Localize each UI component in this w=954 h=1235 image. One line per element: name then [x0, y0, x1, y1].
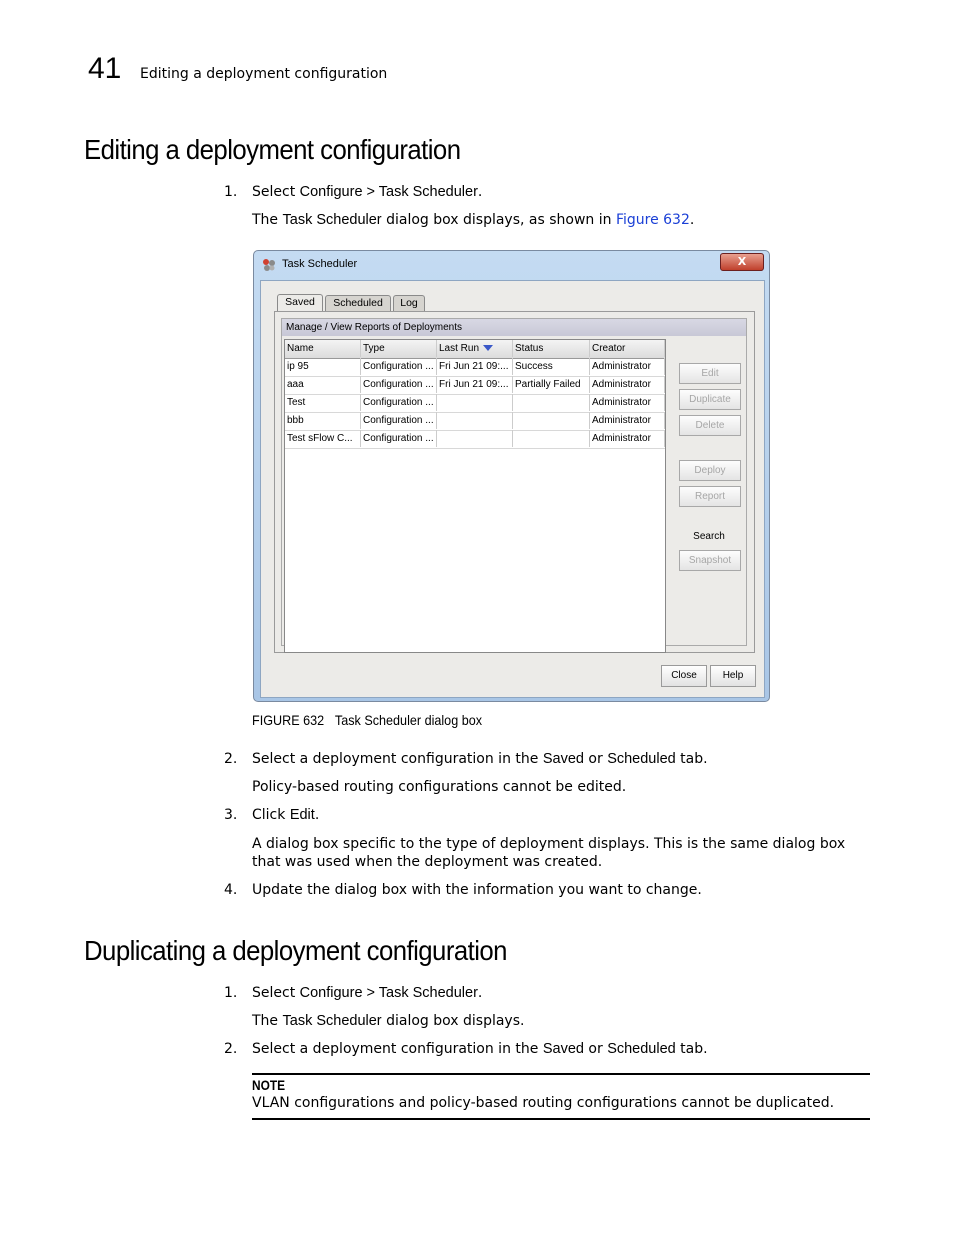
figure-caption	[252, 712, 482, 728]
close-button[interactable]: Close	[661, 665, 707, 687]
figure-label: FIGURE 632	[252, 712, 325, 728]
chapter-number: 41	[88, 52, 122, 85]
edit-button[interactable]: Edit	[679, 363, 741, 384]
step-number: 1.	[224, 985, 238, 1001]
deployments-table	[284, 339, 666, 653]
cell-creator: Administrator	[590, 430, 665, 447]
help-button[interactable]: Help	[710, 665, 756, 687]
column-header-name[interactable]: Name	[285, 340, 361, 357]
step-text-end: .	[477, 184, 483, 200]
tab-name-saved: Saved	[542, 751, 584, 767]
cell-name: ip 95	[285, 358, 361, 375]
cell-status	[513, 412, 590, 429]
para-text: The	[252, 212, 283, 228]
tab-name-scheduled: Scheduled	[607, 751, 676, 767]
table-row[interactable]	[285, 412, 665, 431]
cell-status: Partially Failed	[513, 376, 590, 393]
tab-scheduled[interactable]: Scheduled	[325, 295, 391, 311]
cell-type: Configuration ...	[361, 376, 437, 393]
search-label: Search	[693, 531, 725, 542]
running-header-title: Editing a deployment configuration	[140, 66, 388, 82]
report-button[interactable]: Report	[679, 486, 741, 507]
step-2-description: Policy-based routing configurations cannot be edited.	[252, 779, 627, 795]
step-text-end: .	[314, 807, 320, 823]
cell-creator: Administrator	[590, 358, 665, 375]
menu-path: Configure > Task Scheduler	[299, 184, 478, 200]
step-text-end: .	[477, 985, 483, 1001]
cell-last-run	[437, 412, 513, 429]
cell-creator: Administrator	[590, 394, 665, 411]
figure-link[interactable]: Figure 632	[615, 212, 690, 228]
tab-log[interactable]: Log	[393, 295, 425, 311]
note-bottom-rule	[252, 1118, 870, 1120]
step-3-description: A dialog box specific to the type of deployment displays. This is the same dialog box that was used when the deployment was created.	[252, 836, 846, 870]
table-row[interactable]	[285, 430, 665, 449]
note-text: VLAN configurations and policy-based routing configurations cannot be duplicated.	[252, 1095, 835, 1111]
cell-status	[513, 430, 590, 447]
dialog-name: Task Scheduler	[282, 1013, 382, 1029]
section-heading-editing: Editing a deployment configuration	[84, 134, 461, 165]
figure-caption-text: Task Scheduler dialog box	[334, 712, 483, 728]
step-text-end: tab.	[675, 751, 708, 767]
dialog-body	[260, 280, 765, 698]
para-text-mid: dialog box displays, as shown in	[381, 212, 616, 228]
cell-type: Configuration ...	[361, 430, 437, 447]
step-text: Select	[252, 184, 300, 200]
menu-path: Configure > Task Scheduler	[299, 985, 478, 1001]
step-2	[224, 750, 708, 768]
column-header-creator[interactable]: Creator	[590, 340, 665, 357]
para-text: The	[252, 1013, 283, 1029]
step-1-description	[252, 211, 694, 229]
column-header-last-run-label: Last Run	[439, 343, 480, 354]
table-row[interactable]	[285, 376, 665, 395]
dialog-name: Task Scheduler	[282, 212, 382, 228]
step-3	[224, 806, 320, 824]
step-text-mid: or	[583, 751, 608, 767]
cell-name: Test sFlow C...	[285, 430, 361, 447]
step-text: Select a deployment configuration in the	[252, 751, 543, 767]
task-scheduler-dialog	[253, 250, 770, 702]
para-text-end: .	[689, 212, 695, 228]
step-2	[224, 1040, 708, 1058]
group-title-text: Manage / View Reports of Deployments	[286, 322, 463, 333]
cell-last-run: Fri Jun 21 09:...	[437, 358, 513, 375]
deployments-group	[281, 318, 747, 646]
delete-button[interactable]: Delete	[679, 415, 741, 436]
cell-last-run	[437, 394, 513, 411]
column-header-last-run[interactable]	[437, 340, 513, 357]
cell-creator: Administrator	[590, 376, 665, 393]
button-name-edit: Edit	[289, 807, 315, 823]
step-number: 2.	[224, 751, 238, 767]
tab-name-scheduled: Scheduled	[607, 1041, 676, 1057]
tab-name-saved: Saved	[542, 1041, 584, 1057]
task-scheduler-icon	[262, 258, 276, 272]
close-icon[interactable]: X	[720, 253, 764, 271]
note-top-rule	[252, 1073, 870, 1075]
section-heading-duplicating: Duplicating a deployment configuration	[84, 935, 507, 966]
duplicate-button[interactable]: Duplicate	[679, 389, 741, 410]
column-header-type[interactable]: Type	[361, 340, 437, 357]
step-text-mid: or	[583, 1041, 608, 1057]
table-header	[285, 340, 665, 359]
table-row[interactable]	[285, 358, 665, 377]
step-number: 3.	[224, 807, 238, 823]
step-text: Update the dialog box with the information you want to change.	[252, 882, 702, 898]
step-text: Click	[252, 807, 290, 823]
step-number: 4.	[224, 882, 238, 898]
step-4	[224, 881, 702, 899]
para-text-end: dialog box displays.	[381, 1013, 525, 1029]
step-1	[224, 183, 483, 201]
table-row[interactable]	[285, 394, 665, 413]
dialog-title: Task Scheduler	[282, 258, 358, 270]
cell-name: Test	[285, 394, 361, 411]
cell-name: aaa	[285, 376, 361, 393]
cell-type: Configuration ...	[361, 358, 437, 375]
group-title	[282, 319, 746, 336]
cell-creator: Administrator	[590, 412, 665, 429]
cell-last-run: Fri Jun 21 09:...	[437, 376, 513, 393]
step-number: 2.	[224, 1041, 238, 1057]
tab-saved[interactable]: Saved	[277, 294, 323, 312]
snapshot-button[interactable]: Snapshot	[679, 550, 741, 571]
step-1-description	[252, 1012, 524, 1030]
step-text: Select	[252, 985, 300, 1001]
cell-name: bbb	[285, 412, 361, 429]
sort-descending-icon	[483, 345, 493, 351]
step-text-end: tab.	[675, 1041, 708, 1057]
cell-type: Configuration ...	[361, 412, 437, 429]
step-1	[224, 984, 483, 1002]
deploy-button[interactable]: Deploy	[679, 460, 741, 481]
cell-type: Configuration ...	[361, 394, 437, 411]
cell-status	[513, 394, 590, 411]
step-number: 1.	[224, 184, 238, 200]
saved-tab-panel	[274, 311, 755, 653]
cell-last-run	[437, 430, 513, 447]
step-text: Select a deployment configuration in the	[252, 1041, 543, 1057]
cell-status: Success	[513, 358, 590, 375]
column-header-status[interactable]: Status	[513, 340, 590, 357]
note-label: NOTE	[252, 1077, 286, 1093]
